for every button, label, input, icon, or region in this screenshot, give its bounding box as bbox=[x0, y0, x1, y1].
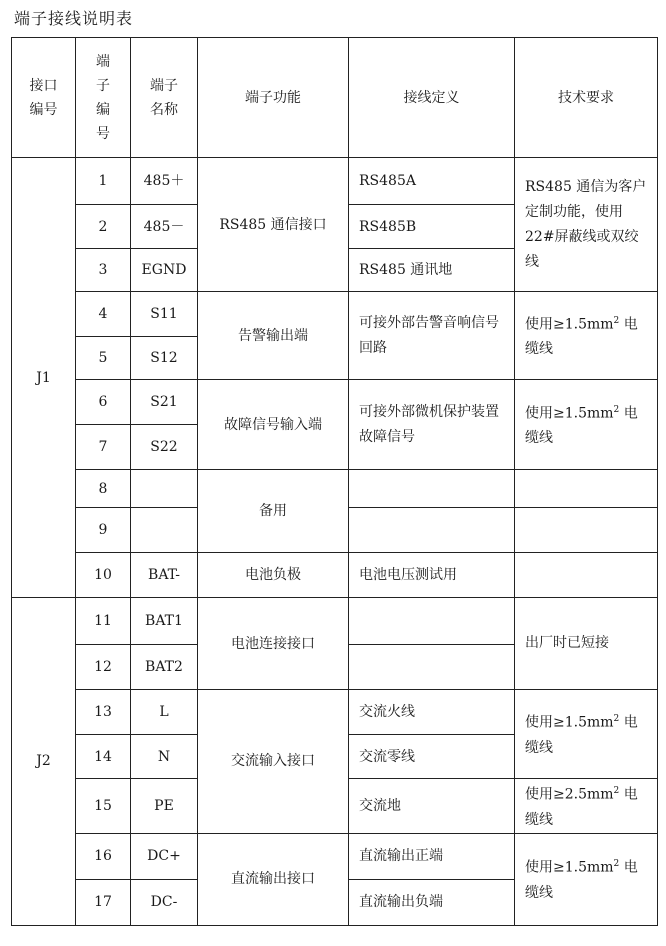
term-no: 13 bbox=[76, 690, 131, 735]
term-no: 3 bbox=[76, 249, 131, 292]
function-dc-out: 直流输出接口 bbox=[198, 833, 349, 925]
table-row bbox=[12, 598, 658, 645]
wiring-def bbox=[349, 598, 515, 645]
term-no: 11 bbox=[76, 598, 131, 645]
tech-cable-alarm: 使用$\ge 1.5mm^2$ 电缆线 bbox=[515, 292, 658, 380]
tech-empty bbox=[515, 553, 658, 598]
table-row bbox=[12, 690, 658, 735]
term-name: S22 bbox=[131, 425, 198, 470]
term-name: BAT- bbox=[131, 553, 198, 598]
tech-empty bbox=[515, 470, 658, 508]
wiring-def: 直流输出负端 bbox=[349, 879, 515, 925]
term-name: S21 bbox=[131, 380, 198, 425]
wiring-def bbox=[349, 508, 515, 553]
header-function: 端子功能 bbox=[198, 38, 349, 158]
term-name: DC+ bbox=[131, 833, 198, 879]
header-term-no: 端子编号 bbox=[76, 38, 131, 158]
term-name: L bbox=[131, 690, 198, 735]
function-rs485: RS485 通信接口 bbox=[198, 158, 349, 292]
function-fault: 故障信号输入端 bbox=[198, 380, 349, 470]
table-row bbox=[12, 292, 658, 337]
term-no: 6 bbox=[76, 380, 131, 425]
table-row bbox=[12, 470, 658, 508]
page-title: 端子接线说明表 bbox=[14, 9, 134, 28]
term-name: BAT1 bbox=[131, 598, 198, 645]
table-row bbox=[12, 553, 658, 598]
term-no: 10 bbox=[76, 553, 131, 598]
tech-cable-ac: 使用$\ge 1.5mm^2$ 电缆线 bbox=[515, 690, 658, 779]
tech-cable-pe: 使用$\ge 2.5mm^2$ 电缆线 bbox=[515, 779, 658, 834]
tech-rs485: RS485 通信为客户定制功能，使用 22#屏蔽线或双绞线 bbox=[515, 158, 658, 292]
function-alarm: 告警输出端 bbox=[198, 292, 349, 380]
function-bat-neg: 电池负极 bbox=[198, 553, 349, 598]
tech-cable-dc: 使用$\ge 1.5mm^2$ 电缆线 bbox=[515, 833, 658, 925]
wiring-def bbox=[349, 645, 515, 690]
table-row bbox=[12, 380, 658, 425]
term-name: BAT2 bbox=[131, 645, 198, 690]
table-header-row bbox=[12, 38, 658, 158]
wiring-def bbox=[349, 470, 515, 508]
wiring-def: RS485B bbox=[349, 205, 515, 249]
term-no: 9 bbox=[76, 508, 131, 553]
wiring-def: 交流零线 bbox=[349, 735, 515, 779]
term-no: 1 bbox=[76, 158, 131, 205]
function-spare: 备用 bbox=[198, 470, 349, 553]
wiring-def: 直流输出正端 bbox=[349, 833, 515, 879]
term-no: 5 bbox=[76, 337, 131, 380]
header-wiring: 接线定义 bbox=[349, 38, 515, 158]
term-no: 4 bbox=[76, 292, 131, 337]
header-port: 接口编号 bbox=[12, 38, 76, 158]
tech-factory-short: 出厂时已短接 bbox=[515, 598, 658, 690]
term-no: 12 bbox=[76, 645, 131, 690]
port-j2: J2 bbox=[12, 598, 76, 926]
wiring-def: 交流地 bbox=[349, 779, 515, 834]
wiring-fault: 可接外部微机保护装置故障信号 bbox=[349, 380, 515, 470]
term-name bbox=[131, 470, 198, 508]
term-no: 16 bbox=[76, 833, 131, 879]
header-term-name: 端子名称 bbox=[131, 38, 198, 158]
term-name bbox=[131, 508, 198, 553]
wiring-def: 电池电压测试用 bbox=[349, 553, 515, 598]
function-ac-in: 交流输入接口 bbox=[198, 690, 349, 834]
term-name: 485－ bbox=[131, 205, 198, 249]
term-name: EGND bbox=[131, 249, 198, 292]
term-name: S12 bbox=[131, 337, 198, 380]
term-name: DC- bbox=[131, 879, 198, 925]
term-no: 15 bbox=[76, 779, 131, 834]
term-name: PE bbox=[131, 779, 198, 834]
tech-cable-fault: 使用$\ge 1.5mm^2$ 电缆线 bbox=[515, 380, 658, 470]
term-name: 485＋ bbox=[131, 158, 198, 205]
term-no: 7 bbox=[76, 425, 131, 470]
term-no: 2 bbox=[76, 205, 131, 249]
function-bat-conn: 电池连接接口 bbox=[198, 598, 349, 690]
table-row bbox=[12, 158, 658, 205]
wiring-alarm: 可接外部告警音响信号回路 bbox=[349, 292, 515, 380]
term-no: 8 bbox=[76, 470, 131, 508]
header-tech: 技术要求 bbox=[515, 38, 658, 158]
term-no: 17 bbox=[76, 879, 131, 925]
wiring-def: RS485A bbox=[349, 158, 515, 205]
term-no: 14 bbox=[76, 735, 131, 779]
port-j1: J1 bbox=[12, 158, 76, 598]
tech-empty bbox=[515, 508, 658, 553]
term-name: N bbox=[131, 735, 198, 779]
term-name: S11 bbox=[131, 292, 198, 337]
wiring-def: RS485 通讯地 bbox=[349, 249, 515, 292]
table-row bbox=[12, 833, 658, 879]
terminal-wiring-table bbox=[11, 37, 658, 926]
wiring-def: 交流火线 bbox=[349, 690, 515, 735]
